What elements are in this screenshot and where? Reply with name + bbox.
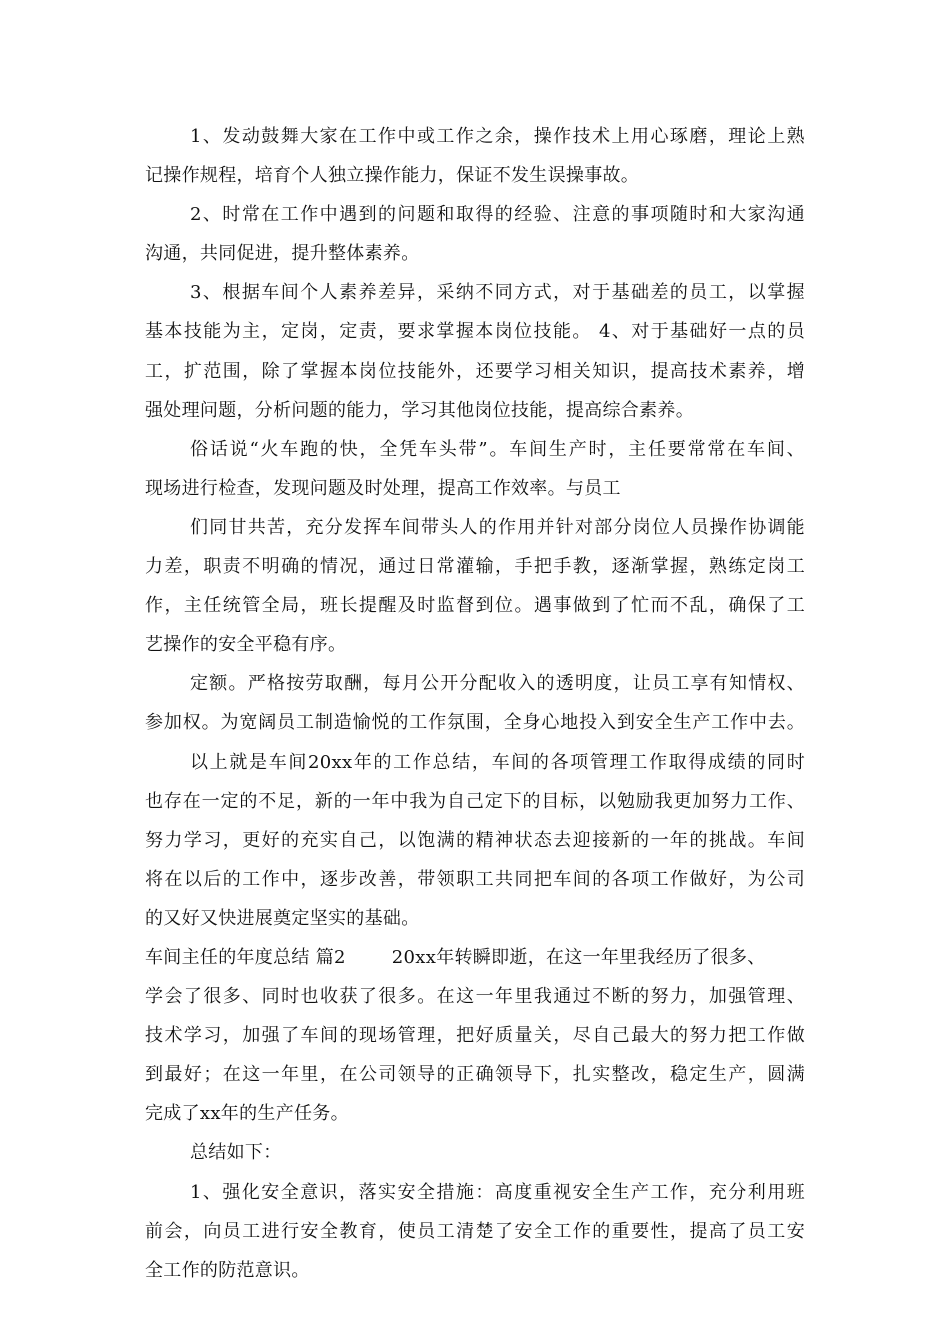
text-line: 参加权。为宽阔员工制造愉悦的工作氛围，全身心地投入到安全生产工作中去。 — [145, 712, 805, 734]
text-line: 完成了xx年的生产任务。 — [145, 1103, 349, 1125]
text-line: 俗话说“火车跑的快，全凭车头带”。车间生产时，主任要常常在车间、 — [190, 438, 805, 460]
text-line: 定额。严格按劳取酬，每月公开分配收入的透明度，让员工享有知情权、 — [190, 673, 805, 695]
text-line: 力差，职责不明确的情况，通过日常灌输，手把手教，逐渐掌握，熟练定岗工 — [145, 556, 805, 578]
text-line: 技术学习，加强了车间的现场管理，把好质量关，尽自己最大的努力把工作做 — [145, 1025, 805, 1047]
text-line: 沟通，共同促进，提升整体素养。 — [145, 243, 420, 265]
text-line: 们同甘共苦，充分发挥车间带头人的作用并针对部分岗位人员操作协调能 — [190, 516, 805, 538]
text-line: 1、发动鼓舞大家在工作中或工作之余，操作技术上用心琢磨，理论上熟 — [190, 126, 805, 147]
text-line: 的又好又快进展奠定坚实的基础。 — [145, 907, 420, 929]
text-line: 1、强化安全意识，落实安全措施：高度重视安全生产工作，充分利用班 — [190, 1181, 805, 1203]
text-line: 以上就是车间20xx年的工作总结，车间的各项管理工作取得成绩的同时 — [190, 751, 805, 773]
text-line: 基本技能为主，定岗，定责，要求掌握本岗位技能。 4、对于基础好一点的员 — [145, 321, 805, 343]
document-body — [145, 117, 805, 1290]
text-line: 工，扩范围，除了掌握本岗位技能外，还要学习相关知识，提高技术素养，增 — [145, 360, 805, 382]
text-line: 艺操作的安全平稳有序。 — [145, 634, 347, 656]
text-line: 学会了很多、同时也收获了很多。在这一年里我通过不断的努力，加强管理、 — [145, 986, 805, 1008]
text-line: 将在以后的工作中，逐步改善，带领职工共同把车间的各项工作做好，为公司 — [145, 868, 805, 890]
text-line: 强处理问题，分析问题的能力，学习其他岗位技能，提高综合素养。 — [145, 399, 694, 421]
text-line: 前会，向员工进行安全教育，使员工清楚了安全工作的重要性，提高了员工安 — [145, 1220, 805, 1242]
section-heading-line — [145, 938, 805, 977]
text-line: 记操作规程，培育个人独立操作能力，保证不发生误操事故。 — [145, 165, 640, 187]
text-line: 总结如下： — [190, 1142, 282, 1164]
text-line: 现场进行检查，发现问题及时处理，提高工作效率。与员工 — [145, 477, 621, 499]
text-line: 3、根据车间个人素养差异，采纳不同方式，对于基础差的员工，以掌握 — [190, 282, 805, 304]
text-line: 到最好；在这一年里，在公司领导的正确领导下，扎实整改，稳定生产，圆满 — [145, 1064, 805, 1086]
text-line: 也存在一定的不足，新的一年中我为自己定下的目标，以勉励我更加努力工作、 — [145, 790, 805, 812]
section-heading: 车间主任的年度总结 篇2 — [145, 946, 346, 968]
text-line: 全工作的防范意识。 — [145, 1259, 310, 1281]
text-line: 2、时常在工作中遇到的问题和取得的经验、注意的事项随时和大家沟通 — [190, 204, 805, 226]
text-line: 作，主任统管全局，班长提醒及时监督到位。遇事做到了忙而不乱，确保了工 — [145, 595, 805, 617]
text-line: 20xx年转瞬即逝，在这一年里我经历了很多、 — [391, 946, 766, 968]
text-line: 努力学习，更好的充实自己，以饱满的精神状态去迎接新的一年的挑战。车间 — [145, 829, 805, 851]
